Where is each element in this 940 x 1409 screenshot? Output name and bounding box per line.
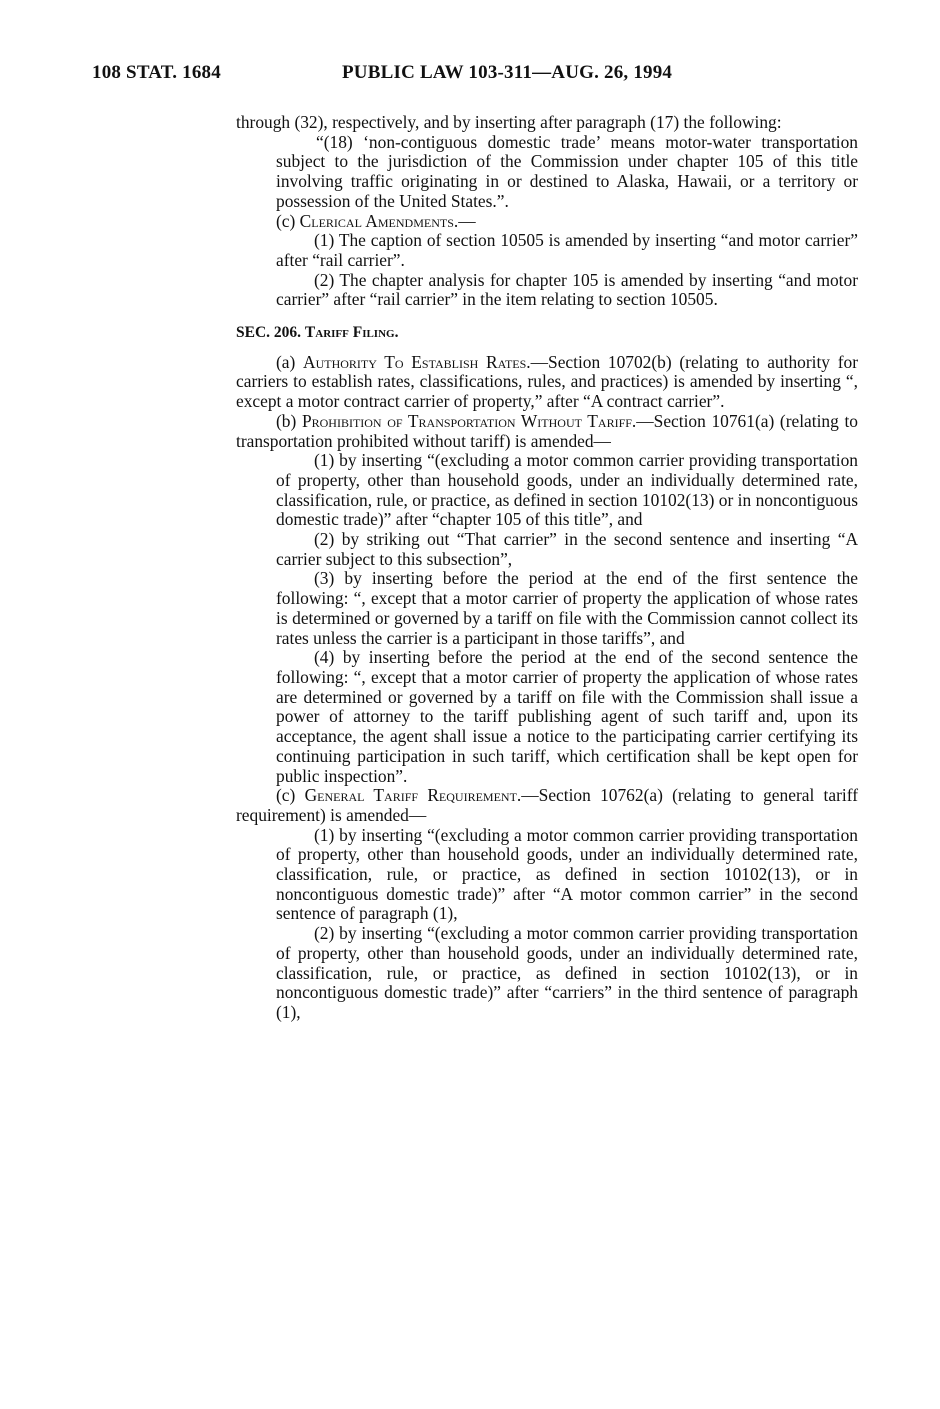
subsection-c-general: (c) General Tariff Requirement.—Section 10762(a) (relating to general tariff requirement) is amended— xyxy=(236,785,858,825)
subsection-heading: Prohibition of Transportation Without Tariff xyxy=(301,410,632,431)
clause-2: (2) by inserting “(excluding a motor common carrier providing transportation of property, other than household goods, under an individually determined rate, classification, rule, or practice, as defined in section 10102(13), or in noncontiguous domestic trade)” after “carriers” in the third sentence of paragraph (1), xyxy=(276,923,858,1022)
subsection-heading: Clerical Amendments xyxy=(299,210,454,231)
clause-1: (1) by inserting “(excluding a motor common carrier providing transportation of property, other than household goods, under an individually determined rate, classification, rule, or practice, as defined in section 10102(13) or in noncontiguous domestic trade)” after “chapter 105 of this title”, and xyxy=(276,450,858,530)
section-title: Tariff Filing xyxy=(304,324,395,342)
subsection-heading: Authority To Establish Rates xyxy=(303,351,527,372)
clause-2: (2) by striking out “That carrier” in the second sentence and inserting “A carrier subject to this subsection”, xyxy=(276,529,858,569)
clause-4: (4) by inserting before the period at the end of the second sentence the following: “, except that a motor carrier of property the application of whose rates are determined or governed by a tariff on file with the Commission shall issue a power of attorney to the tariff publishing agent of such tariff and, upon its acceptance, the agent shall issue a notice to the participating carrier certifying its continuing participation in such tariff, which certification shall be kept open for public inspection”. xyxy=(276,647,858,786)
law-title: PUBLIC LAW 103-311—AUG. 26, 1994 xyxy=(342,62,673,83)
subsection-heading: General Tariff Requirement xyxy=(304,785,517,806)
quoted-definition: “(18) ‘non-contiguous domestic trade’ means motor-water transportation subject to the jurisdiction of the Commission under chapter 105 of this title involving traffic originating in or destined to Alaska, Hawaii, or a territory or possession of the United States.”. xyxy=(276,131,858,211)
page-header xyxy=(92,62,852,90)
document-body xyxy=(236,113,858,1023)
clause-1: (1) by inserting “(excluding a motor common carrier providing transportation of property, other than household goods, under an individually determined rate, classification, rule, or practice, as defined in section 10102(13), or in noncontiguous domestic trade)” after “A motor common carrier” in the second sentence of paragraph (1), xyxy=(276,824,858,924)
statute-citation: 108 STAT. 1684 xyxy=(92,62,221,83)
clause-3: (3) by inserting before the period at the end of the first sentence the following: “, except that a motor carrier of property the application of whose rates is determined or governed by a tariff on file with the Commission cannot collect its rates unless the carrier is a participant in those tariffs”, and xyxy=(276,568,858,648)
clause-2: (2) The chapter analysis for chapter 105 is amended by inserting “and motor carrier” after “rail carrier” in the item relating to section 10505. xyxy=(276,269,858,310)
section-heading: SEC. 206. Tariff Filing. xyxy=(236,324,399,342)
clause-1: (1) The caption of section 10505 is amended by inserting “and motor carrier” after “rail carrier”. xyxy=(276,230,858,270)
paragraph-continuation: through (32), respectively, and by inserting after paragraph (17) the following: xyxy=(236,112,782,132)
subsection-a: (a) Authority To Establish Rates.—Section 10702(b) (relating to authority for carriers to establish rates, classifications, rules, and practices) is amended by inserting “, except a motor contract carrier of property,” after “A contract carrier”. xyxy=(236,351,858,412)
subsection-c-clerical: (c) Clerical Amendments.— xyxy=(276,210,476,231)
subsection-b: (b) Prohibition of Transportation Without Tariff.—Section 10761(a) (relating to transportation prohibited without tariff) is amended— xyxy=(236,410,858,451)
